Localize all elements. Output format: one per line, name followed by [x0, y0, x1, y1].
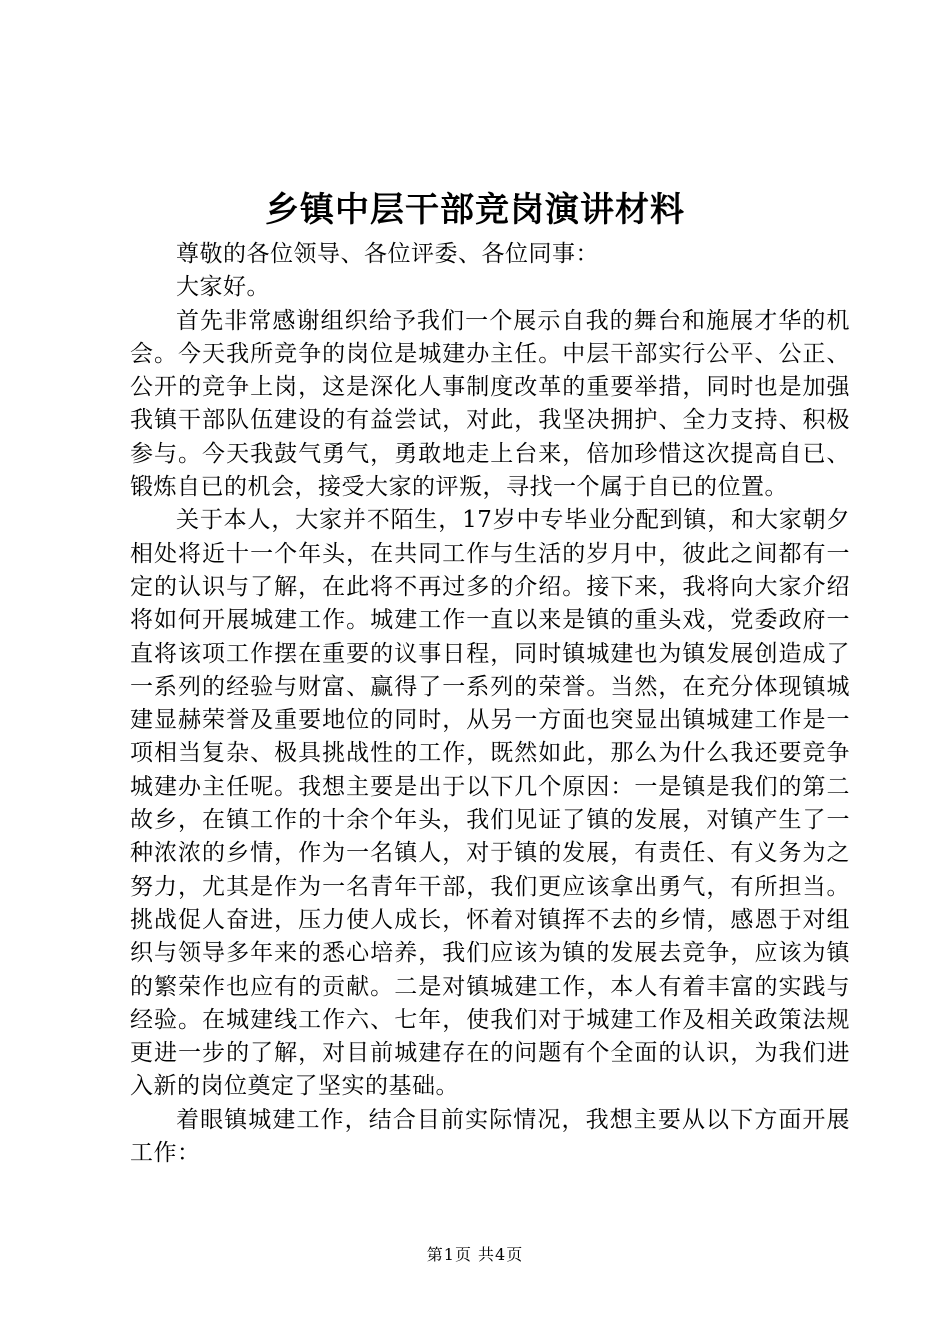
paragraph-background: 关于本人，大家并不陌生，17岁中专毕业分配到镇，和大家朝夕相处将近十一个年头，在共同工作与生活的岁月中，彼此之间都有一定的认识与了解，在此将不再过多的介绍。接下来，我将向大家介绍将如何开展城建工作。城建工作一直以来是镇的重头戏，党委政府一直将该项工作摆在重要的议事日程，同时镇城建也为镇发展创造成了一系列的经验与财富、赢得了一系列的荣誉。当然，在充分体现镇城建显赫荣誉及重要地位的同时，从另一方面也突显出镇城建工作是一项相当复杂、极具挑战性的工作，既然如此，那么为什么我还要竞争城建办主任呢。我想主要是出于以下几个原因：一是镇是我们的第二故乡，在镇工作的十余个年头，我们见证了镇的发展，对镇产生了一种浓浓的乡情，作为一名镇人，对于镇的发展，有责任、有义务为之努力，尤其是作为一名青年干部，我们更应该拿出勇气，有所担当。挑战促人奋进，压力使人成长，怀着对镇挥不去的乡情，感恩于对组织与领导多年来的悉心培养，我们应该为镇的发展去竞争，应该为镇的繁荣作也应有的贡献。二是对镇城建工作，本人有着丰富的实践与经验。在城建线工作六、七年，使我们对于城建工作及相关政策法规更进一步的了解，对目前城建存在的问题有个全面的认识，为我们进入新的岗位奠定了坚实的基础。	[130, 507, 850, 1100]
greeting: 大家好。	[176, 274, 270, 301]
salutation: 尊敬的各位领导、各位评委、各位同事：	[176, 241, 599, 267]
page-number-footer: 第1页 共4页	[426, 1245, 524, 1264]
paragraph-plan: 着眼镇城建工作，结合目前实际情况，我想主要从以下方面开展工作：	[130, 1106, 850, 1167]
document-body	[130, 238, 850, 1170]
document-title: 乡镇中层干部竞岗演讲材料	[265, 190, 685, 230]
paragraph-intro: 首先非常感谢组织给予我们一个展示自我的舞台和施展才华的机会。今天我所竞争的岗位是城建办主任。中层干部实行公平、公正、公开的竞争上岗，这是深化人事制度改革的重要举措，同时也是加强我镇干部队伍建设的有益尝试，对此，我坚决拥护、全力支持、积极参与。今天我鼓气勇气，勇敢地走上台来，倍加珍惜这次提高自已、锻炼自已的机会，接受大家的评叛，寻找一个属于自已的位置。	[130, 307, 850, 501]
